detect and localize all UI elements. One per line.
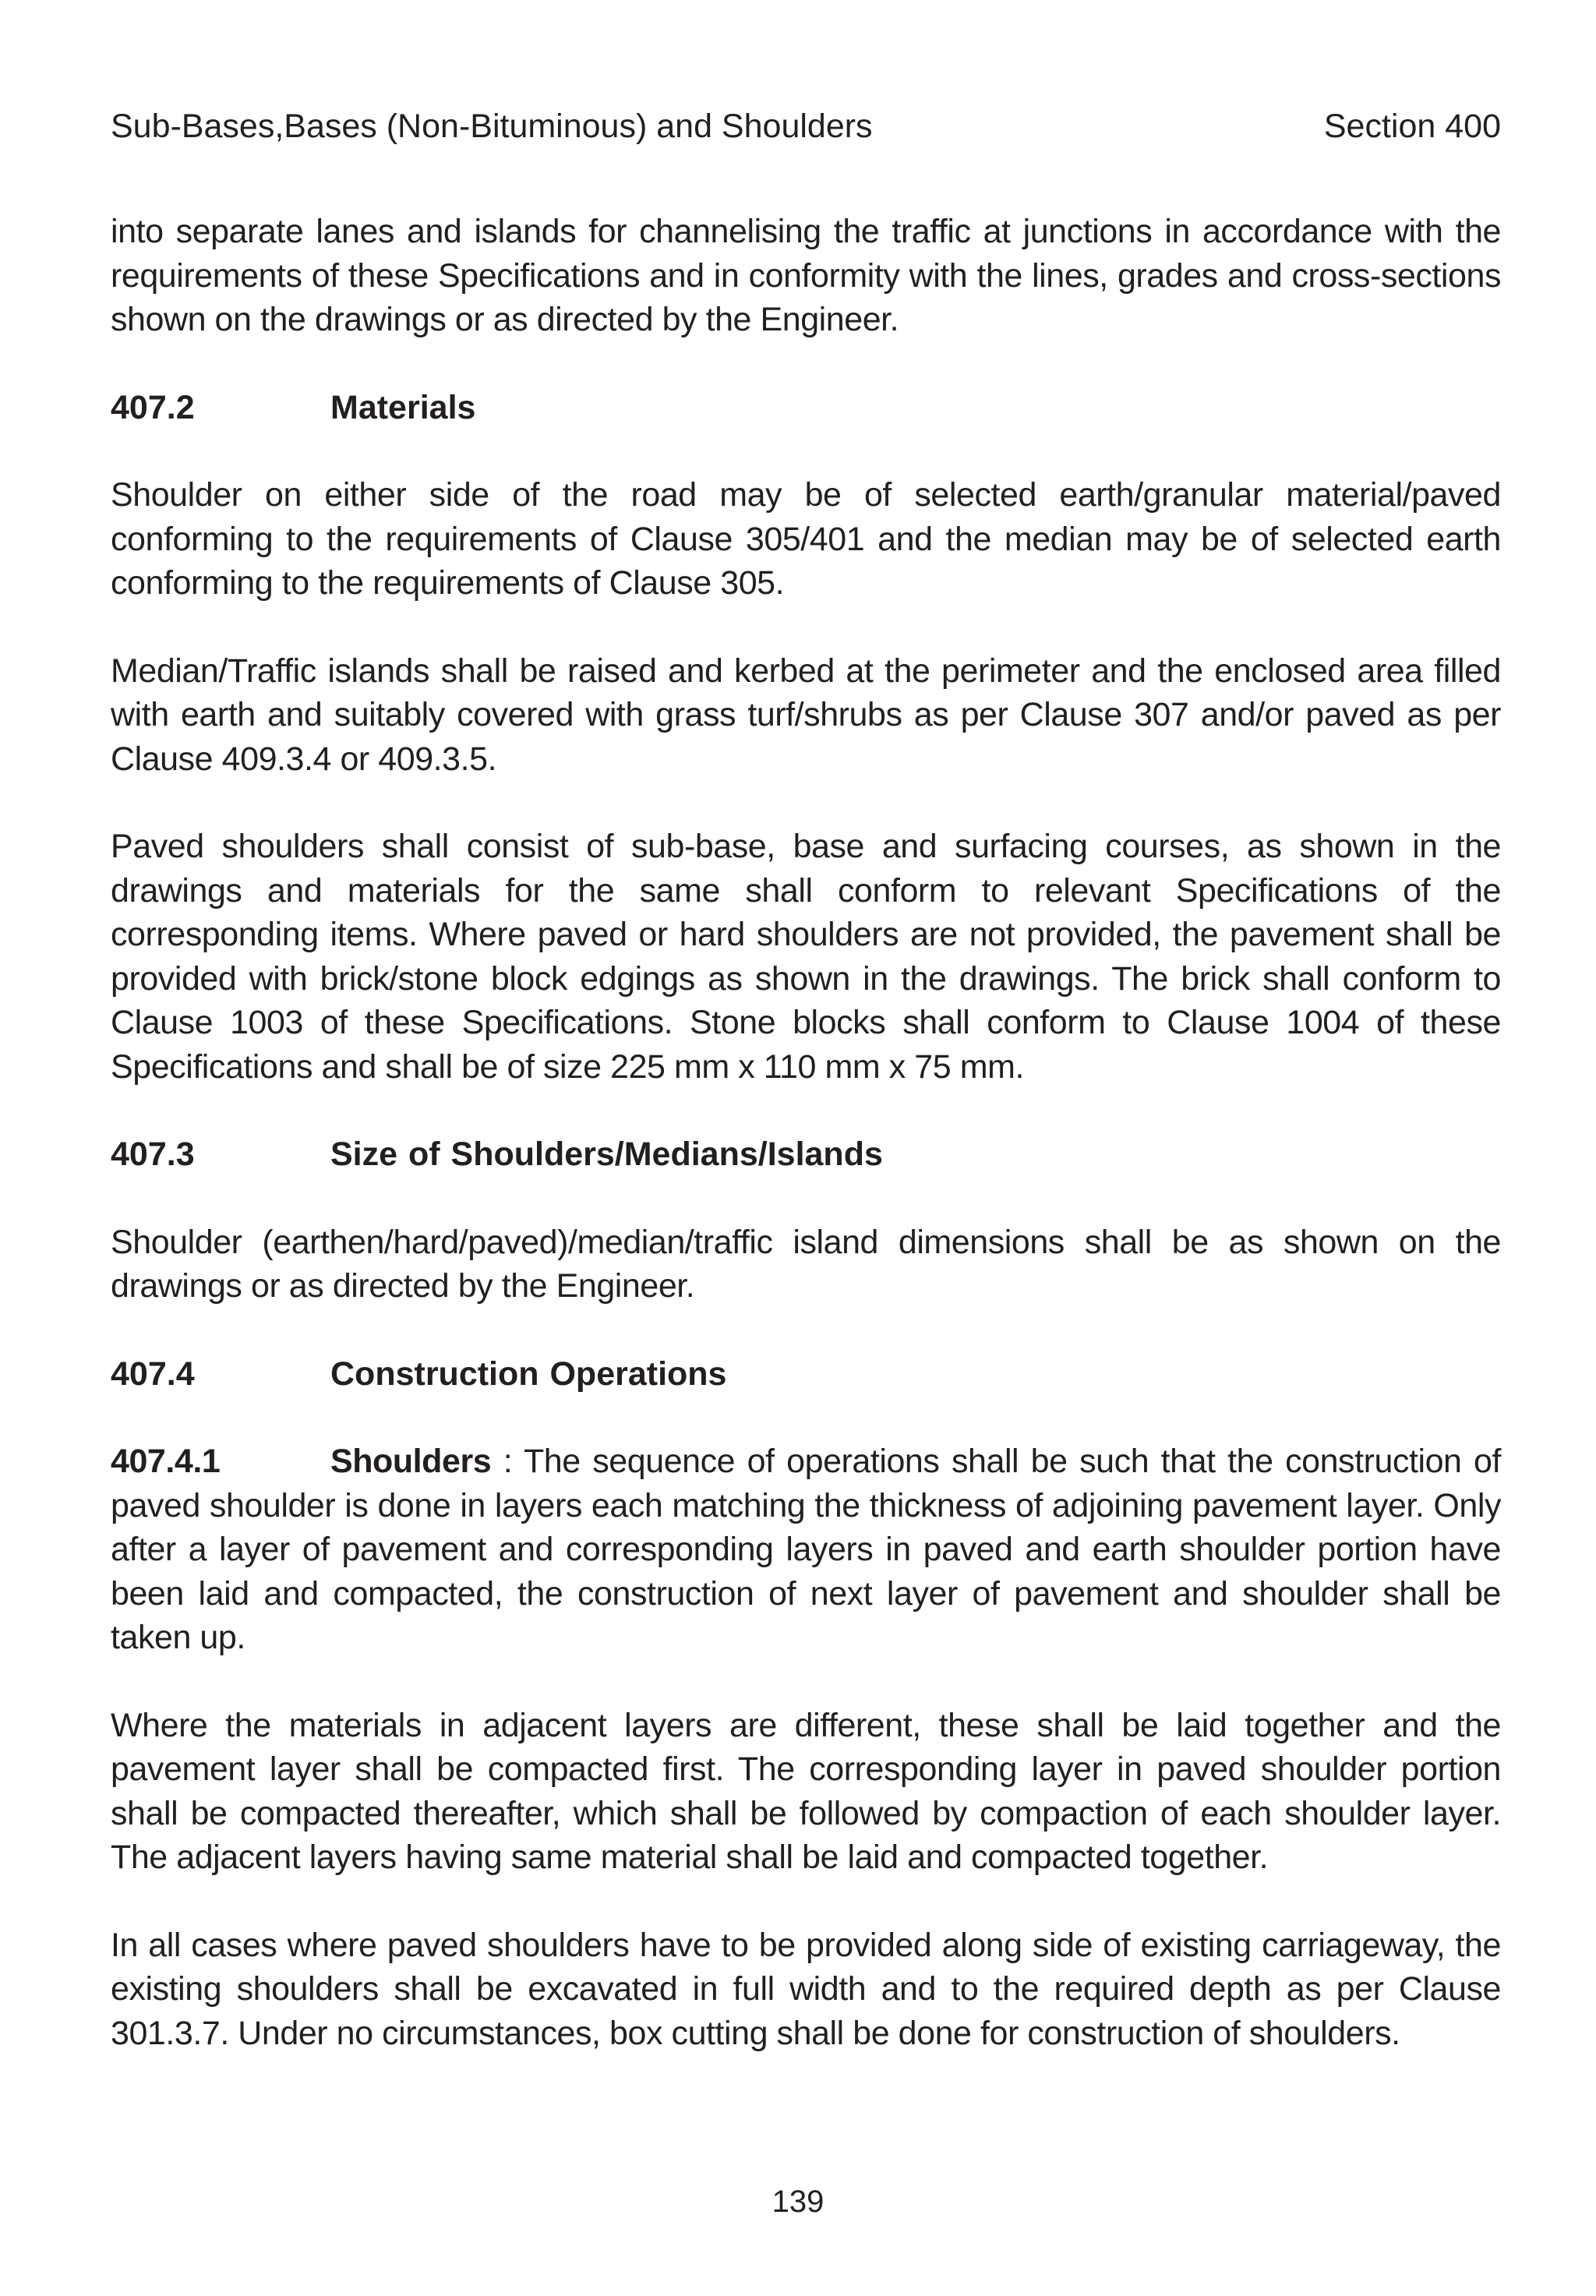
clause-title: Materials	[330, 388, 476, 426]
paragraph-materials-1: Shoulder on either side of the road may be of selected earth/granular material/paved conforming to the requirements of Clause 305/401 and the median may be of selected earth conforming to the requirements of Clause 305.	[111, 476, 1501, 602]
heading-407-3	[111, 1132, 1501, 1177]
clause-number: 407.3	[111, 1136, 195, 1173]
paragraph-intro: into separate lanes and islands for channelising the traffic at junctions in accordance with the requirements of these Specifications and in conformity with the lines, grades and cross-sections shown on the drawings or as directed by the Engineer.	[111, 213, 1501, 338]
paragraph-construction-2: Where the materials in adjacent layers are different, these shall be laid together and the pavement layer shall be compacted first. The corresponding layer in paved shoulder portion shall be compacted thereafter, which shall be followed by compaction of each shoulder layer. The adjacent layers having same material shall be laid and compacted together.	[111, 1706, 1501, 1876]
clause-number: 407.4	[111, 1355, 195, 1393]
heading-407-2	[111, 386, 1501, 430]
running-header-section: Section 400	[1323, 108, 1501, 145]
heading-407-4	[111, 1352, 1501, 1397]
paragraph-construction-3: In all cases where paved shoulders have to be provided along side of existing carriageway, the existing shoulders shall be excavated in full width and to the required depth as per Clause 301.3.7. Under no circumstances, box cutting shall be done for construction of shoulders.	[111, 1926, 1501, 2052]
clause-title: Construction Operations	[330, 1355, 727, 1393]
document-body	[111, 210, 1501, 2099]
paragraph-shoulders	[111, 1439, 1501, 1660]
clause-title: Size of Shoulders/Medians/Islands	[330, 1136, 883, 1173]
paragraph-size: Shoulder (earthen/hard/paved)/median/traffic island dimensions shall be as shown on the drawings or as directed by the Engineer.	[111, 1223, 1501, 1305]
page-number: 139	[772, 2185, 824, 2219]
subclause-number: 407.4.1	[111, 1443, 221, 1480]
running-header-title: Sub-Bases,Bases (Non-Bituminous) and Shoulders	[111, 108, 873, 145]
clause-number: 407.2	[111, 388, 195, 426]
paragraph-materials-3: Paved shoulders shall consist of sub-base, base and surfacing courses, as shown in the drawings and materials for the same shall conform to relevant Specifications of the corresponding items. Where paved or hard shoulders are not provided, the pavement shall be provided with brick/stone block edgings as shown in the drawings. The brick shall conform to Clause 1003 of these Specifications. Stone blocks shall conform to Clause 1004 of these Specifications and shall be of size 225 mm x 110 mm x 75 mm.	[111, 828, 1501, 1086]
paragraph-materials-2: Median/Traffic islands shall be raised and kerbed at the perimeter and the enclosed area filled with earth and suitably covered with grass turf/shrubs as per Clause 307 and/or paved as per Clause 409.3.4 or 409.3.5.	[111, 652, 1501, 778]
subclause-title: Shoulders	[330, 1443, 492, 1480]
subclause-text: : The sequence of operations shall be such that the construction of paved shoulder is done in layers each matching the thickness of adjoining pavement layer. Only after a layer of pavement and corresponding layers in paved and earth shoulder portion have been laid and compacted, the construction of next layer of pavement and shoulder shall be taken up.	[111, 1443, 1501, 1656]
